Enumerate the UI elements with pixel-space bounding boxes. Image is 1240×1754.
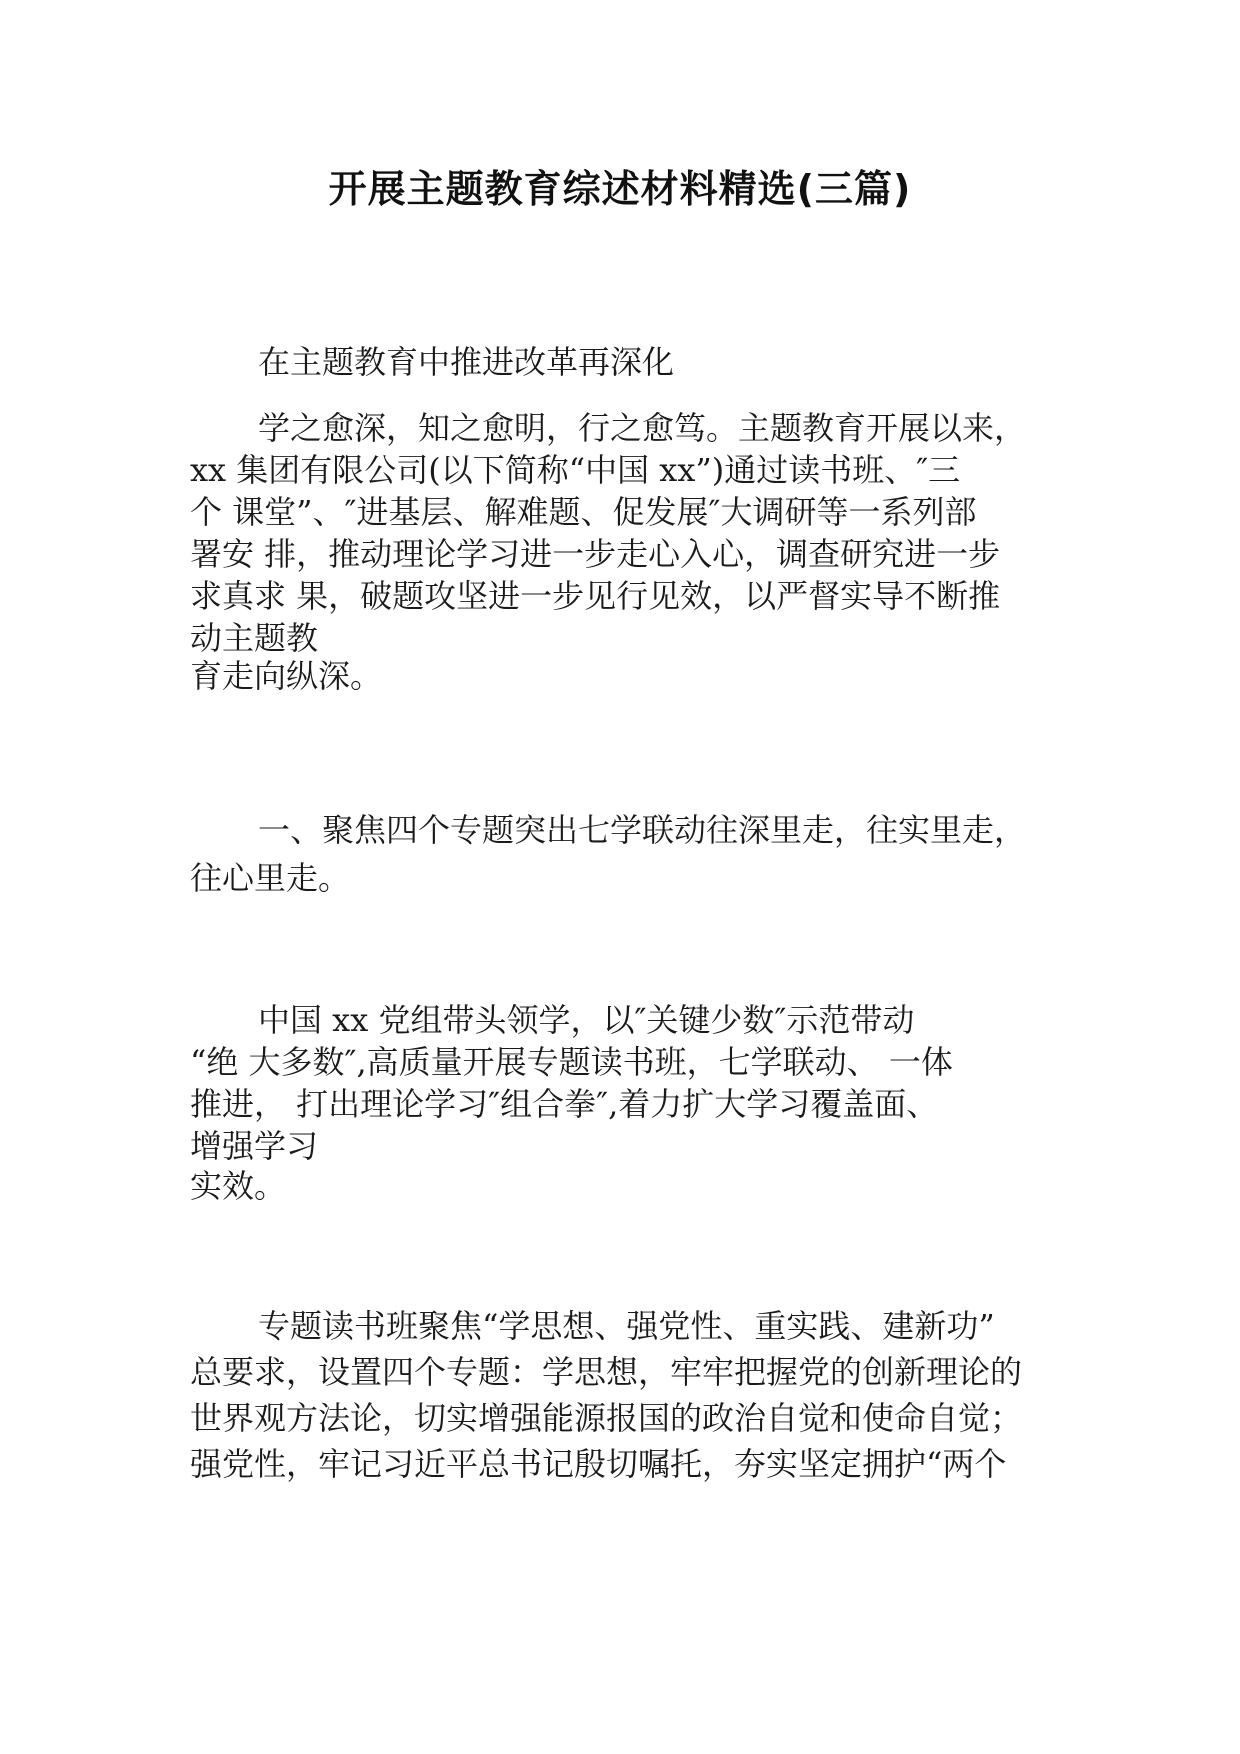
paragraph-line: 总要求，设置四个专题：学思想，牢牢把握党的创新理论的 — [190, 1353, 1023, 1391]
paragraph-line: 动主题教 — [190, 619, 319, 657]
paragraph-line: 增强学习 — [190, 1127, 319, 1165]
paragraph-line: 强党性，牢记习近平总书记殷切嘱托，夯实坚定拥护“两个 — [190, 1445, 1007, 1483]
paragraph-line: 求真求 果，破题攻坚进一步见行见效，以严督实导不断推 — [190, 577, 1001, 615]
section-subtitle: 在主题教育中推进改革再深化 — [258, 343, 675, 381]
paragraph-line: 实效。 — [190, 1167, 287, 1205]
document-title: 开展主题教育综述材料精选(三篇) — [328, 167, 912, 211]
paragraph-line: 个 课堂”、″进基层、解难题、促发展″大调研等一系列部 — [190, 493, 977, 531]
paragraph-line: “绝 大多数″,高质量开展专题读书班，七学联动、 一体 — [190, 1043, 953, 1081]
paragraph-line: 一、聚焦四个专题突出七学联动往深里走，往实里走， — [258, 811, 1027, 849]
paragraph-line: 育走向纵深。 — [190, 657, 383, 695]
paragraph-line: 往心里走。 — [190, 859, 351, 897]
paragraph-line: 世界观方法论，切实增强能源报国的政治自觉和使命自觉； — [190, 1399, 1023, 1437]
paragraph-line: xx 集团有限公司(以下简称“中国 xx”)通过读书班、″三 — [190, 451, 961, 489]
paragraph-line: 专题读书班聚焦“学思想、强党性、重实践、建新功” — [258, 1307, 995, 1345]
paragraph-line: 学之愈深，知之愈明，行之愈笃。主题教育开展以来， — [258, 409, 1027, 447]
paragraph-line: 推进， 打出理论学习″组合拳″,着力扩大学习覆盖面、 — [190, 1085, 939, 1123]
paragraph-line: 署安 排，推动理论学习进一步走心入心，调查研究进一步 — [190, 535, 1001, 573]
paragraph-line: 中国 xx 党组带头领学，以″关键少数″示范带动 — [258, 1001, 915, 1039]
